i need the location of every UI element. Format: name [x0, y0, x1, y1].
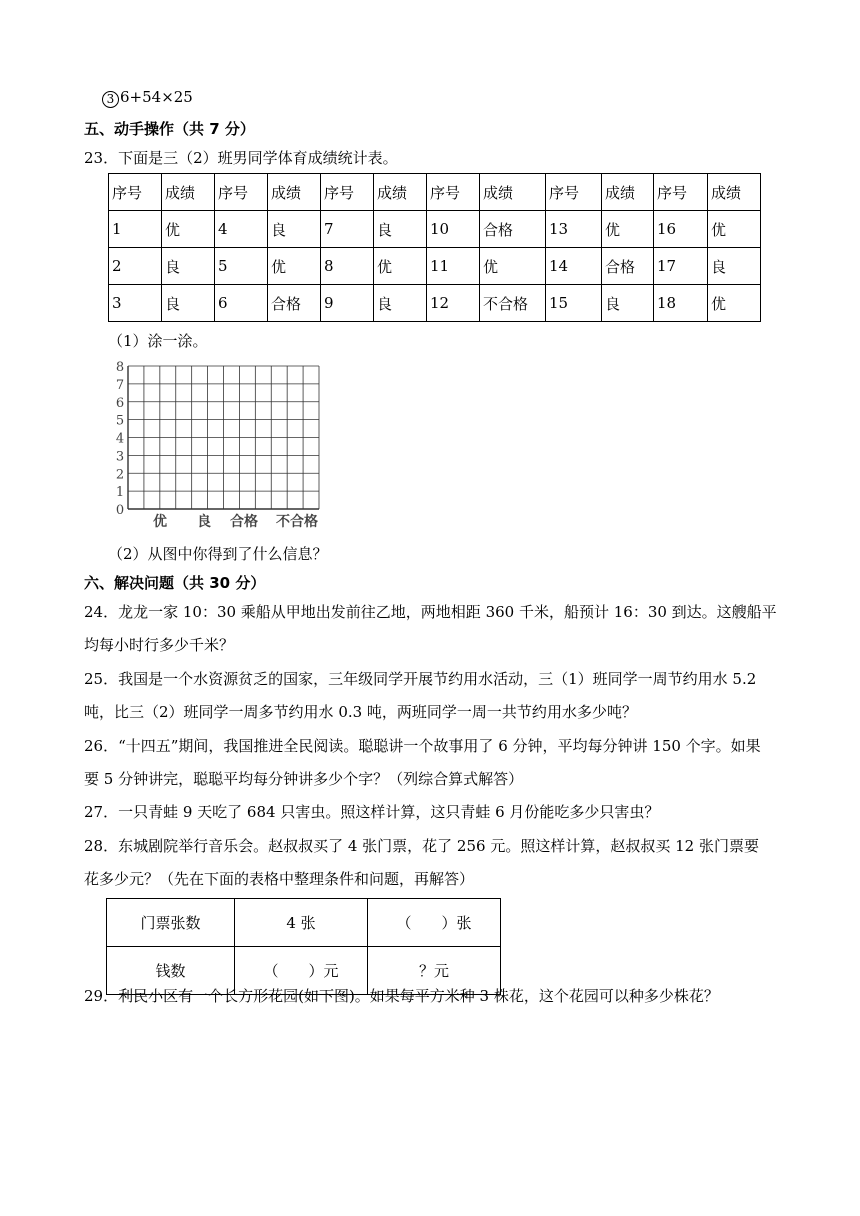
x-category-label: 合格	[230, 514, 258, 530]
score-table-cell: 8	[321, 248, 374, 285]
y-tick-label: 8	[115, 360, 125, 375]
score-table-cell: 17	[654, 248, 708, 285]
y-tick-label: 3	[115, 449, 125, 465]
score-table-cell: 成绩	[374, 174, 427, 211]
score-table-cell: 16	[654, 211, 708, 248]
question-23-part-2: （2）从图中你得到了什么信息？	[108, 545, 328, 563]
question-24-line-1: 24．龙龙一家 10：30 乘船从甲地出发前往乙地，两地相距 360 千米，船预计 16：30 到达。这艘船平	[84, 603, 777, 621]
score-table-cell: 成绩	[162, 174, 215, 211]
question-26-line-1: 26．“十四五”期间，我国推进全民阅读。聪聪讲一个故事用了 6 分钟，平均每分钟讲 150 个字。如果	[84, 737, 761, 755]
x-category-label: 不合格	[276, 514, 318, 530]
score-table-cell: 1	[109, 211, 162, 248]
score-table-cell: 成绩	[602, 174, 654, 211]
score-table-cell: 优	[708, 285, 761, 322]
score-table-cell: 良	[162, 248, 215, 285]
score-table-cell: 5	[215, 248, 268, 285]
score-table-cell: 序号	[654, 174, 708, 211]
section-5-title: 五、动手操作（共 7 分）	[84, 120, 255, 138]
score-table-cell: 优	[708, 211, 761, 248]
question-28-line-1: 28．东城剧院举行音乐会。赵叔叔买了 4 张门票，花了 256 元。照这样计算，赵叔叔买 12 张门票要	[84, 837, 759, 855]
score-table-cell: 优	[602, 211, 654, 248]
score-table-cell: 3	[109, 285, 162, 322]
circled-number: 3	[102, 91, 119, 108]
score-table-cell: 优	[480, 248, 546, 285]
score-table-cell: 9	[321, 285, 374, 322]
section-6-title: 六、解决问题（共 30 分）	[84, 574, 266, 592]
score-table-cell: 14	[546, 248, 602, 285]
score-table-cell: 成绩	[268, 174, 321, 211]
question-24-line-2: 均每小时行多少千米？	[84, 636, 235, 654]
score-table-cell: 良	[708, 248, 761, 285]
question-29: 29．利民小区有一个长方形花园(如下图)。如果每平方米种 3 株花，这个花园可以种多少株花？	[84, 987, 719, 1005]
y-tick-label: 1	[115, 485, 125, 501]
score-table-cell: 成绩	[708, 174, 761, 211]
score-table-cell: 2	[109, 248, 162, 285]
score-table	[108, 173, 761, 322]
expression-3	[102, 88, 193, 108]
score-table-row	[109, 211, 761, 248]
score-table-cell: 序号	[321, 174, 374, 211]
ticket-table	[106, 898, 501, 995]
question-25-line-1: 25．我国是一个水资源贫乏的国家，三年级同学开展节约用水活动，三（1）班同学一周节约用水 5.2	[84, 670, 757, 688]
score-table-cell: 良	[602, 285, 654, 322]
score-table-cell: 7	[321, 211, 374, 248]
bar-chart-grid	[108, 357, 338, 532]
question-28-line-2: 花多少元？（先在下面的表格中整理条件和问题，再解答）	[84, 870, 475, 888]
question-25-line-2: 吨，比三（2）班同学一周多节约用水 0.3 吨，两班同学一周一共节约用水多少吨？	[84, 703, 637, 721]
score-table-cell: 序号	[109, 174, 162, 211]
question-26-line-2: 要 5 分钟讲完，聪聪平均每分钟讲多少个字？（列综合算式解答）	[84, 770, 524, 788]
score-table-cell: 不合格	[480, 285, 546, 322]
score-table-cell: 15	[546, 285, 602, 322]
question-23-part-1: （1）涂一涂。	[108, 332, 208, 350]
ticket-table-cell[interactable]: 4 张	[235, 899, 368, 947]
score-table-cell: 成绩	[480, 174, 546, 211]
y-tick-label: 5	[115, 413, 125, 429]
score-table-cell: 优	[374, 248, 427, 285]
question-23: 23．下面是三（2）班男同学体育成绩统计表。	[84, 149, 398, 167]
score-table-cell: 优	[268, 248, 321, 285]
score-table-row	[109, 248, 761, 285]
score-table-cell: 11	[427, 248, 480, 285]
y-tick-label: 2	[115, 467, 125, 483]
score-table-cell: 良	[162, 285, 215, 322]
ticket-table-cell[interactable]: （ ）张	[368, 899, 501, 947]
ticket-table-row	[107, 899, 501, 947]
y-tick-label: 4	[115, 431, 125, 447]
score-table-cell: 6	[215, 285, 268, 322]
question-27: 27．一只青蛙 9 天吃了 684 只害虫。照这样计算，这只青蛙 6 月份能吃多少只害虫？	[84, 803, 660, 821]
x-category-label: 良	[197, 514, 211, 530]
y-tick-label: 6	[115, 395, 125, 411]
ticket-table-label: 钱数	[107, 947, 235, 995]
score-table-header-row	[109, 174, 761, 211]
score-table-cell: 序号	[215, 174, 268, 211]
score-table-cell: 13	[546, 211, 602, 248]
y-tick-label: 0	[115, 503, 125, 518]
score-table-row	[109, 285, 761, 322]
score-table-cell: 序号	[546, 174, 602, 211]
x-category-label: 优	[153, 514, 167, 530]
ticket-table-cell[interactable]: ？元	[368, 947, 501, 995]
ticket-table-cell[interactable]: （ ）元	[235, 947, 368, 995]
score-table-cell: 合格	[480, 211, 546, 248]
score-table-cell: 良	[374, 211, 427, 248]
score-table-cell: 合格	[602, 248, 654, 285]
expression-text: 6+54×25	[120, 88, 193, 106]
score-table-cell: 12	[427, 285, 480, 322]
score-table-cell: 优	[162, 211, 215, 248]
score-table-cell: 良	[268, 211, 321, 248]
score-table-cell: 合格	[268, 285, 321, 322]
y-tick-label: 7	[115, 377, 125, 393]
score-table-cell: 10	[427, 211, 480, 248]
score-table-cell: 4	[215, 211, 268, 248]
ticket-table-label: 门票张数	[107, 899, 235, 947]
score-table-cell: 18	[654, 285, 708, 322]
score-table-cell: 良	[374, 285, 427, 322]
score-table-cell: 序号	[427, 174, 480, 211]
